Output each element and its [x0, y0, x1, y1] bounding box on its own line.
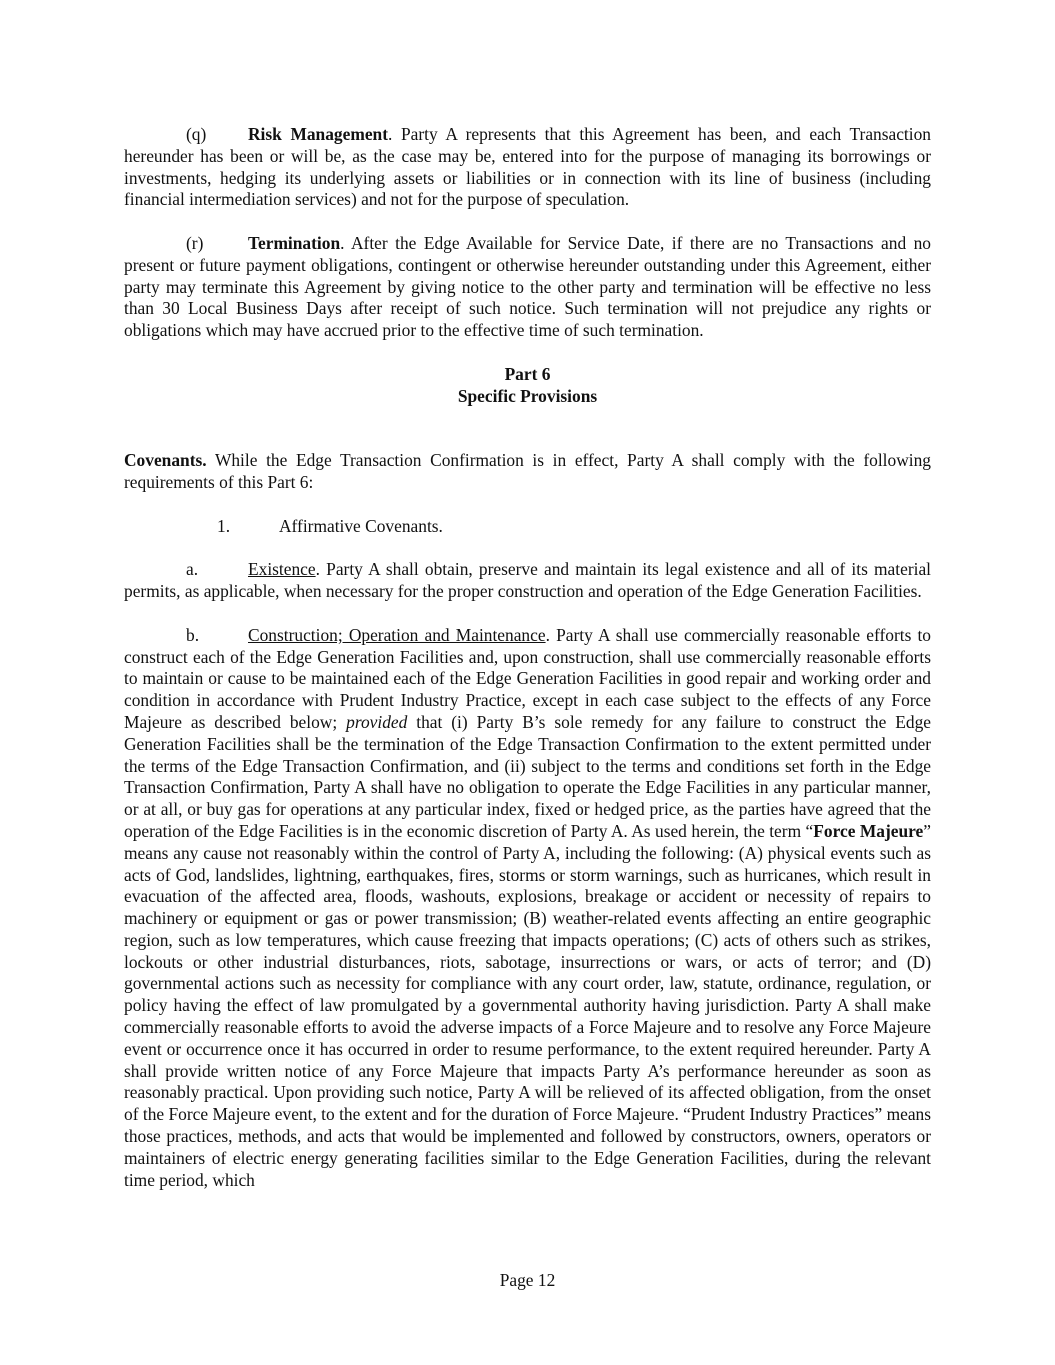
covenants-text: While the Edge Transaction Confirmation is in effect, Party A shall comply with the following requirements of this Part 6:	[124, 450, 931, 493]
covenants-title: Covenants.	[124, 450, 207, 471]
subsection-a-text: . Party A shall obtain, preserve and maintain its legal existence and all of its material permits, as applicable, when necessary for the proper construction and operation of the Edge Generation Facilities.	[124, 559, 931, 602]
section-q-title: Risk Management	[248, 124, 389, 144]
affirmative-covenants-heading	[124, 516, 931, 538]
subsection-b-provided: provided	[346, 711, 408, 732]
subsection-b-text-1: . Party A shall use commercially reasonable efforts to construct each of the Edge Generation Facilities and, upon construction, shall use commercially reasonable efforts to maintain or cause to be maintained each of the Edge Generation Facilities in good repair and working order and condition in accordance with Prudent Industry Practice, except in each case subject to the effects of any Force Majeure as described below;	[124, 624, 932, 732]
section-r-text: . After the Edge Available for Service Date, if there are no Transactions and no present or future payment obligations, contingent or otherwise hereunder outstanding under this Agreement, either party may terminate this Agreement by giving notice to the other party and termination will be effective no less than 30 Local Business Days after receipt of such notice. Such termination will not prejudice any rights or obligations which may have accrued prior to the effective time of such termination.	[124, 232, 931, 341]
section-q-text: . Party A represents that this Agreement has been, and each Transaction hereunder has been or will be, as the case may be, entered into for the purpose of managing its borrowings or investments, hedging its underlying assets or liabilities or in connection with its line of business (including financial intermediation services) and not for the purpose of speculation.	[124, 124, 931, 210]
force-majeure-term: Force Majeure	[813, 820, 924, 841]
subsection-a-title: Existence	[248, 559, 316, 580]
affirmative-covenants-number: 1.	[217, 515, 231, 536]
section-r-label: (r)	[186, 232, 204, 253]
subsection-a-paragraph	[124, 559, 931, 603]
part-heading	[124, 364, 931, 408]
covenants-paragraph	[124, 450, 931, 494]
section-r-title: Termination	[248, 232, 341, 253]
subsection-b-label: b.	[186, 624, 200, 645]
section-q-label: (q)	[186, 124, 207, 144]
page-body	[124, 124, 931, 1213]
part-number: Part 6	[504, 363, 551, 384]
part-title: Specific Provisions	[457, 385, 598, 406]
section-q-paragraph	[124, 124, 931, 211]
page-number: Page 12	[499, 1270, 556, 1290]
affirmative-covenants-label: Affirmative Covenants.	[279, 515, 443, 536]
subsection-b-title: Construction; Operation and Maintenance	[248, 624, 546, 645]
subsection-a-label: a.	[186, 559, 199, 580]
subsection-b-text-2: that (i) Party B’s sole remedy for any failure to construct the Edge Generation Facilities shall be the termination of the Edge Transaction Confirmation to the extent permitted under the terms of the Edge Transaction Confirmation, and (ii) subject to the terms and conditions set forth in the Edge Transaction Confirmation, Party A shall have no obligation to operate the Edge Facilities in any particular manner, or at all, or buy gas for operations at any particular index, fixed or hedged price, as the parties have agreed that the operation of the Edge Facilities is in the economic discretion of Party A. As used herein, the term “	[124, 711, 931, 841]
section-r-paragraph	[124, 233, 931, 342]
subsection-b-text-3: ” means any cause not reasonably within the control of Party A, including the following: (A) physical events such as acts of God, landslides, lightning, earthquakes, fires, storms or storm warnings, such as hurricanes, which result in evacuation of the affected area, floods, washouts, explosions, breakage or accident or necessity of repairs to machinery or equipment or gas or power transmission; (B) weather-related events affecting an entire geographic region, such as low temperatures, which cause freezing that impacts operations; (C) acts of others such as strikes, lockouts or other industrial disturbances, riots, sabotage, insurrections or wars, or acts of terror; and (D) governmental actions such as necessity for compliance with any court order, law, statute, ordinance, regulation, or policy having the effect of law promulgated by a governmental authority having jurisdiction. Party A shall make commercially reasonable efforts to avoid the adverse impacts of a Force Majeure and to resolve any Force Majeure event or occurrence once it has occurred in order to resume performance, to the extent required hereunder. Party A shall provide written notice of any Force Majeure that impacts Party A’s performance hereunder as soon as reasonably practical. Upon providing such notice, Party A will be relieved of its affected obligation, from the onset of the Force Majeure event, to the extent and for the duration of Force Majeure. “Prudent Industry Practices” means those practices, methods, and acts that would be implemented and followed by constructors, owners, operators or maintainers of electric energy generating facilities similar to the Edge Generation Facilities, during the relevant time period, which	[124, 820, 931, 1190]
subsection-b-paragraph	[124, 625, 931, 1192]
